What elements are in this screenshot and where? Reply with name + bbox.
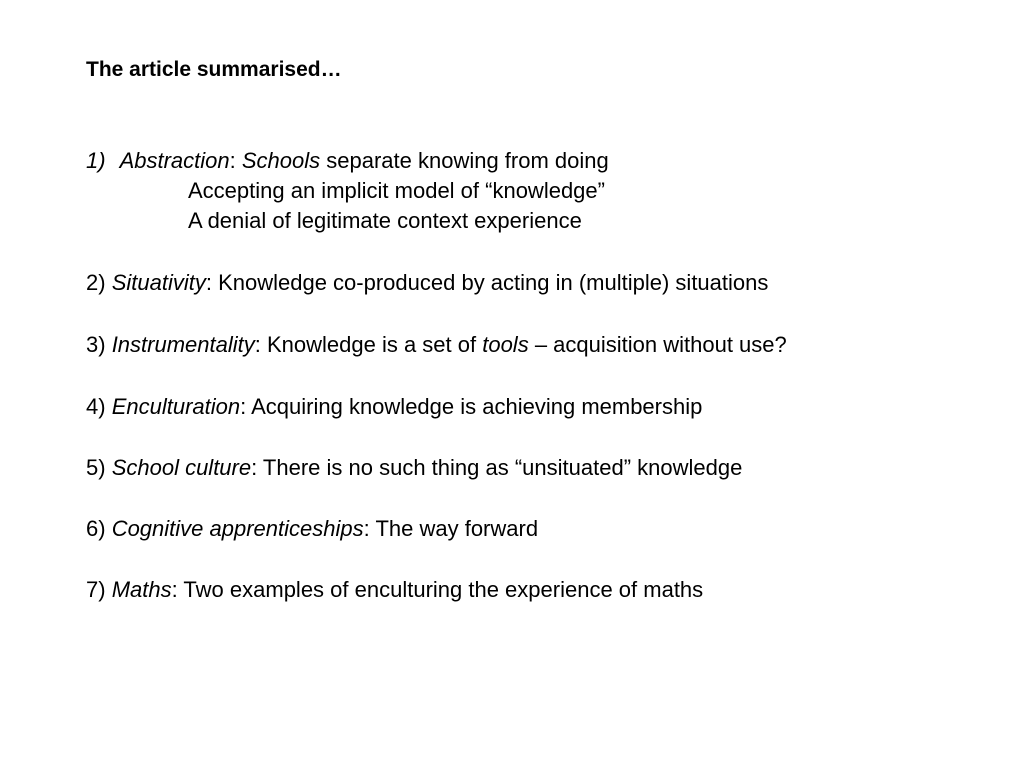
item-text: : There is no such thing as “unsituated” knowledge xyxy=(251,455,743,480)
item-number: 1) xyxy=(86,148,106,173)
item-term: Maths xyxy=(111,577,172,602)
slide-title: The article summarised… xyxy=(86,58,342,81)
list-item-enculturation xyxy=(86,394,702,420)
list-subitem: A denial of legitimate context experience xyxy=(188,208,582,233)
item-text: : Acquiring knowledge is achieving membership xyxy=(240,394,703,419)
item-term: School culture xyxy=(111,455,252,480)
item-term: Cognitive apprenticeships xyxy=(111,516,364,541)
item-text: : Knowledge is a set of xyxy=(254,332,483,357)
list-item-abstraction xyxy=(86,148,609,174)
item-number: 3) xyxy=(86,332,106,357)
item-emphasis: tools xyxy=(482,332,529,357)
list-subitem: Accepting an implicit model of “knowledge” xyxy=(188,178,605,203)
item-text: separate knowing from doing xyxy=(320,148,609,173)
list-item-maths xyxy=(86,577,703,603)
item-separator: : xyxy=(229,148,242,173)
item-term: Situativity xyxy=(111,270,206,295)
item-term: Abstraction xyxy=(119,148,230,173)
item-number: 7) xyxy=(86,577,106,602)
list-item-school-culture xyxy=(86,455,742,481)
item-number: 6) xyxy=(86,516,106,541)
list-item-situativity xyxy=(86,270,768,296)
item-number: 4) xyxy=(86,394,106,419)
item-emphasis: Schools xyxy=(241,148,321,173)
item-text: : Two examples of enculturing the experience of maths xyxy=(171,577,704,602)
item-text: : The way forward xyxy=(363,516,539,541)
list-item-cognitive-apprenticeships xyxy=(86,516,538,542)
item-text: : Knowledge co-produced by acting in (multiple) situations xyxy=(205,270,769,295)
item-term: Instrumentality xyxy=(111,332,255,357)
list-item-instrumentality xyxy=(86,332,787,358)
item-text: – acquisition without use? xyxy=(528,332,787,357)
item-number: 2) xyxy=(86,270,106,295)
item-term: Enculturation xyxy=(111,394,241,419)
item-number: 5) xyxy=(86,455,106,480)
